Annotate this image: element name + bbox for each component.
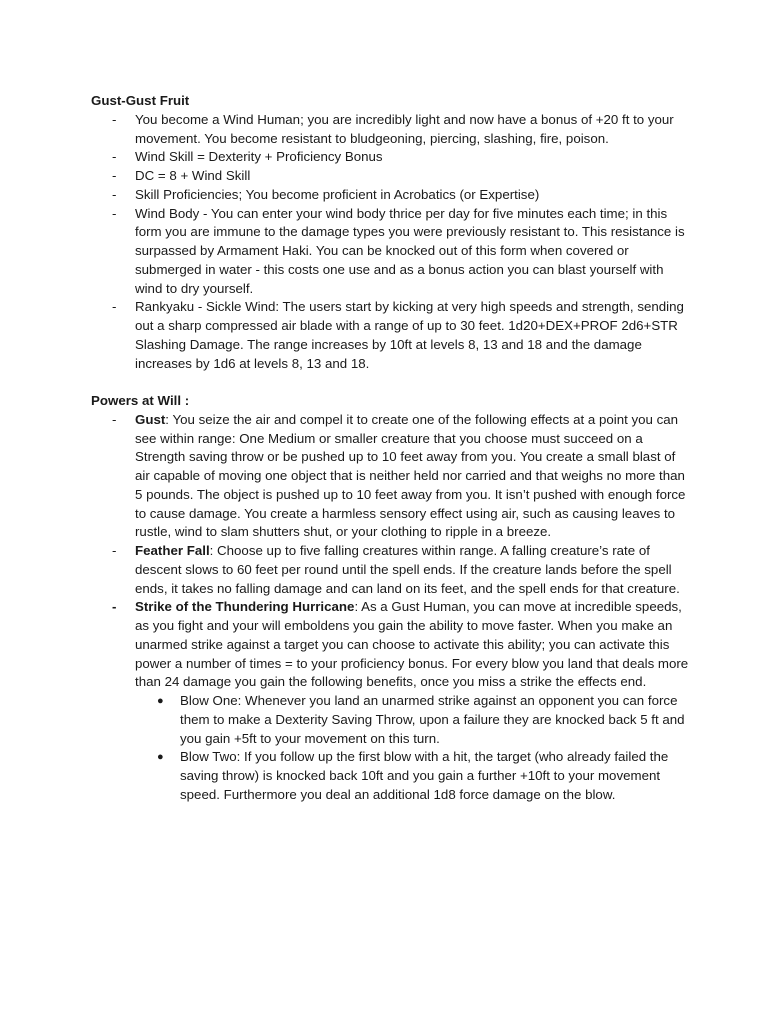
blows-list <box>135 692 691 805</box>
list-item-text: Wind Skill = Dexterity + Proficiency Bonus <box>135 149 383 165</box>
power-description: : As a Gust Human, you can move at incredible speeds, as you fight and your will emboldens you gain the ability to move faster. When you make an unarmed strike against a target you can choose to activate this ability; you can activate this power a number of times = to your proficiency bonus. For every blow you land that deals more than 24 damage you gain the following benefits, once you miss a strike the effects end. <box>135 599 689 690</box>
dash-marker: - <box>112 411 117 427</box>
list-item <box>91 186 691 205</box>
power-feather-fall <box>91 542 691 598</box>
power-name: Gust <box>135 411 166 427</box>
dash-marker: - <box>112 149 117 165</box>
blow-text: Blow One: Whenever you land an unarmed strike against an opponent you can force them to make a Dexterity Saving Throw, upon a failure they are knocked back 5 ft and you gain +5ft to your movement on this turn. <box>180 693 685 746</box>
dash-marker: - <box>112 599 117 615</box>
power-description: : Choose up to five falling creatures within range. A falling creature’s rate of descent slows to 60 feet per round until the spell ends. If the creature lands before the spell ends, it takes no falling damage and can land on its feet, and the spell ends for that creature. <box>135 543 680 596</box>
bullet-marker: ● <box>157 751 164 764</box>
list-item-blow-one <box>135 692 691 748</box>
list-item <box>91 167 691 186</box>
fruit-properties-list <box>91 111 691 374</box>
section-title-gust-gust-fruit: Gust-Gust Fruit <box>91 93 190 108</box>
dash-marker: - <box>112 543 117 558</box>
list-item-text: Wind Body - You can enter your wind body thrice per day for five minutes each time; in this form you are immune to the damage types you were previously resistant to. This resistance is surpassed by Armament Haki. You can be knocked out of this form when covered or submerged in water - this costs one use and as a bonus action you can blast yourself with wind to dry yourself. <box>135 205 685 296</box>
list-item <box>91 111 691 149</box>
dash-marker: - <box>112 111 117 127</box>
power-name: Strike of the Thundering Hurricane <box>135 599 355 615</box>
section-title-powers-at-will: Powers at Will : <box>91 393 190 408</box>
power-description: : You seize the air and compel it to create one of the following effects at a point you can see within range: One Medium or smaller creature that you choose must succeed on a Strength saving throw or be pushed up to 10 feet away from you. You create a small blast of air capable of moving one object that is neither held nor carried and that weighs no more than 5 pounds. The object is pushed up to 10 feet away from you. It isn’t pushed with enough force to cause damage. You create a harmless sensory effect using air, such as causing leaves to rustle, wind to slam shutters shut, or your clothing to ripple in a breeze. <box>135 411 686 540</box>
list-item-blow-two <box>135 748 691 804</box>
list-item-text: Skill Proficiencies; You become proficient in Acrobatics (or Expertise) <box>135 186 540 202</box>
power-gust <box>91 411 691 542</box>
list-item <box>91 298 691 373</box>
list-item-text: Rankyaku - Sickle Wind: The users start by kicking at very high speeds and strength, sending out a sharp compressed air blade with a range of up to 30 feet. 1d20+DEX+PROF 2d6+STR Slashing Damage. The range increases by 10ft at levels 8, 13 and 18 and the damage increases by 1d6 at levels 8, 13 and 18. <box>135 299 684 371</box>
bullet-marker: ● <box>157 695 164 707</box>
document-page <box>91 92 691 805</box>
power-strike-thundering-hurricane <box>91 598 691 804</box>
blow-text: Blow Two: If you follow up the first blow with a hit, the target (who already failed the saving throw) is knocked back 10ft and you gain a further +10ft to your movement speed. Furthermore you deal an additional 1d8 force damage on the blow. <box>180 749 669 802</box>
list-item <box>91 205 691 299</box>
section-spacer <box>91 373 691 392</box>
list-item-text: You become a Wind Human; you are incredibly light and now have a bonus of +20 ft to your movement. You become resistant to bludgeoning, piercing, slashing, fire, poison. <box>135 111 674 146</box>
powers-list <box>91 411 691 805</box>
list-item-text: DC = 8 + Wind Skill <box>135 168 251 183</box>
dash-marker: - <box>112 186 117 202</box>
power-name: Feather Fall <box>135 543 210 558</box>
list-item <box>91 148 691 167</box>
dash-marker: - <box>112 168 117 183</box>
dash-marker: - <box>112 299 117 315</box>
dash-marker: - <box>112 205 117 221</box>
